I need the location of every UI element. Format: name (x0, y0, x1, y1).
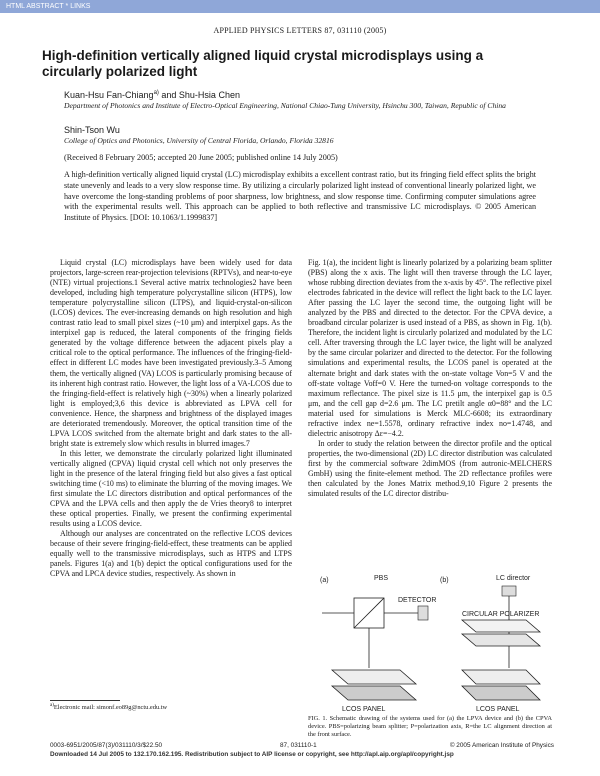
circular-polarizer (462, 620, 540, 646)
detector-box (418, 606, 428, 620)
footnote-divider (50, 700, 120, 701)
paragraph: In this letter, we demonstrate the circularly polarized light illuminated vertically aligned (CPVA) liquid crystal cell which not only preserves the light in the presence of the lateral fringing field but also gives a fast optical switching time (<10 ms) to eliminate the blurring of the moving images. We first simulate the LC directors distribution and optical performances of the CPVA and the LPVA cells and then apply the de Vries theory8 to interpret these optical properties. Finally, we present the confirming experimental results using a LCOS device. (50, 448, 292, 529)
author-name: Kuan-Hsu Fan-Chiang (64, 90, 154, 100)
authors-line-1 (64, 90, 240, 100)
footnote-mark: a) (50, 703, 54, 708)
html-abstract-link[interactable]: HTML ABSTRACT (6, 3, 64, 10)
received-dates: (Received 8 February 2005; accepted 20 June 2005; published online 14 July 2005) (64, 153, 338, 162)
abstract: A high-definition vertically aligned liquid crystal (LC) microdisplay exhibits a excellent contrast ratio, but its fringing field effect splits the bright state unevenly and leads to a very slow response time. By utilizing a circularly polarized light instead of conventional linearly polarized light, we have overcome the long-standing problems of poor sharpness, low brightness, and slow response time. Confirming computer simulations agree with the experimental results well. This approach can be applied to both reflective and transmissive LC microdisplays. © 2005 American Institute of Physics. [DOI: 10.1063/1.1999837] (64, 170, 536, 223)
lcos-panel-a (332, 670, 416, 700)
lcos-panel-b (462, 670, 540, 700)
paragraph: Liquid crystal (LC) microdisplays have been widely used for data projectors, large-screen rear-projection televisions (RPTVs), and near-to-eye (NTE) virtual projections.1 Several active matrix technologies2 have been developed, including high temperature polycrystalline silicon (HTPS), low temperature polycrystalline silicon (LTPS), and liquid-crystal-on-silicon (LCOS) devices. The ever-increasing demands on high resolution and high contrast ratio lead to small pixel sizes (~10 μm) and interpixel gaps. As the interpixel gap is reduced, the lateral components of the fringing fields generated by the voltage difference between the adjacent pixels play a critical role to the optical performance. The influences of the fringing-field-effect in different LC modes have been investigated previously.3–5 Among them, the vertically aligned (VA) LCOS is particularly promising because of its inherent high contrast ratio. However, the light loss of a VA-LCOS due to the fringing-field-effect is relatively high (~30%) when a linearly polarized light is employed;3,6 this device is abbreviated as LPVA cell for convenience. Hence, the sharpness and brightness of the displayed images are deteriorated tremendously. Moreover, the optical transition time of the LPVA LCOS switched from the alternate bright and dark states to the all-bright state is extremely slow which results in blurred images.7 (50, 258, 292, 448)
authors-line-2: Shin-Tson Wu (64, 125, 120, 135)
footnote-text: Electronic mail: simonf.eo89g@nctu.edu.tw (53, 704, 168, 712)
top-link-bar (0, 0, 600, 13)
affiliation-2: College of Optics and Photonics, University of Central Florida, Orlando, Florida 32816 (64, 136, 334, 145)
paragraph: Although our analyses are concentrated on the reflective LCOS devices because of their severe fringing-field-effect, these treatments can be applied equally well to the transmissive microdisplays, such as HTPS and LTPS panels. Figures 1(a) and 1(b) depict the optical configurations used for the CPVA and LPCA device studies, respectively. As shown in (50, 529, 292, 579)
fig-label-b: (b) (440, 577, 449, 584)
paragraph: Fig. 1(a), the incident light is linearly polarized by a polarizing beam splitter (PBS) along the x axis. The light will then traverse through the LC layer, whose rubbing direction deviates from the x-axis by 45°. The reflective pixel electrodes fabricated in the device will reflect the light back to the LC layer. After passing the LC layer the second time, the outgoing light will be analyzed by the PBS and directed to the detector. For the CPVA device, a broadband circular polarizer is used instead of a PBS, as shown in Fig. 1(b). Therefore, the incident light is circularly polarized and modulated by the LC cell. After traversing through the LC layer twice, the light will be analyzed by the same circular polarizer and directed to the detector. For the following simulations and experimental results, the LCOS panel is operated at the alternate bright and dark states with the on-state voltage Von=5 V and the off-state voltage Voff=0 V. Here the turned-on voltage corresponds to the maximum reflectance. The pixel size is 11.5 μm, the interpixel gap is 0.5 μm, and the cell gap d=2.6 μm. The LC pretilt angle α0=88° and the LC material used for simulations is Merck MLC-6608; its extraordinary refractive index ne=1.5578, ordinary refractive index no=1.4748, and dielectric anisotropy Δε=−4.2. (308, 258, 552, 438)
article-title: High-definition vertically aligned liquid crystal microdisplays using a circularly polarized light (42, 48, 484, 79)
left-column (50, 258, 292, 580)
fig-detector-label: DETECTOR (398, 597, 437, 604)
paragraph: In order to study the relation between the director profile and the optical properties, the two-dimensional (2D) LC director distribution was calculated first by the commercial software 2dimMOS (from autronic-MELCHERS GmbH) using the finite-element method. The 2D reflectance profiles were then calculated by the Jones Matrix method.9,10 Figure 2 presents the simulated results of the LC director distribu- (308, 438, 552, 499)
footer-issn: 0003-6951/2005/87(3)/031110/3/$22.50 (50, 742, 163, 749)
affiliation-1: Department of Photonics and Institute of Electro-Optical Engineering, National Chiao-Tung University, Hsinchu 300, Taiwan, Republic of China (64, 101, 506, 110)
links-link[interactable]: LINKS (70, 3, 91, 10)
fig-lcos-label-a: LCOS PANEL (342, 706, 386, 712)
detector-box-b (502, 586, 516, 596)
coauthor-name: and Shu-Hsia Chen (158, 90, 240, 100)
fig-pbs-label: PBS (374, 575, 389, 582)
download-notice: Downloaded 14 Jul 2005 to 132.170.162.195. Redistribution subject to AIP license or copyright, see http://apl.aip.org/apl/copyright.jsp (50, 751, 454, 758)
footer-copyright: © 2005 American Institute of Physics (449, 742, 554, 749)
figure-1-schematic (312, 570, 550, 712)
author-footnote-mark: a) (153, 90, 159, 96)
fig-lcos-label-b: LCOS PANEL (476, 706, 520, 712)
fig-label-a: (a) (320, 577, 329, 584)
footer-page: 87, 031110-1 (280, 742, 317, 749)
journal-header: APPLIED PHYSICS LETTERS 87, 031110 (2005) (213, 26, 387, 35)
fig-lc-director-label: LC director (496, 575, 531, 582)
right-column (308, 258, 552, 499)
pbs-cube (354, 598, 384, 628)
footnote (50, 703, 167, 711)
figure-caption: FIG. 1. Schematic drawing of the systems used for (a) the LPVA device and (b) the CPVA device. PBS=polarizing beam splitter; P=polarization axis, R=the LC alignment direction at the front surface. (308, 715, 552, 738)
link-separator: * (63, 3, 71, 10)
fig-circ-pol-label: CIRCULAR POLARIZER (462, 611, 540, 618)
